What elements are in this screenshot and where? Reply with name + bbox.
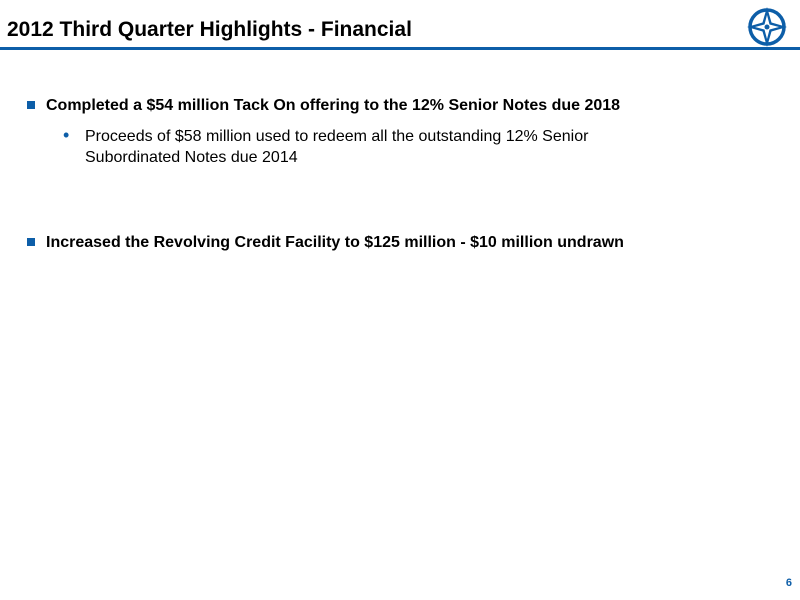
sub-bullet-text: Proceeds of $58 million used to redeem all the outstanding 12% Senior Subordinated Notes due 2014 (85, 128, 589, 166)
bullet-item (27, 96, 620, 115)
compass-star-icon (746, 6, 788, 48)
square-bullet-icon (27, 101, 35, 109)
slide-title: 2012 Third Quarter Highlights - Financial (7, 18, 412, 41)
title-divider (0, 47, 800, 50)
sub-bullet-item (63, 126, 685, 168)
bullet-item (27, 233, 624, 252)
bullet-text: Increased the Revolving Credit Facility to $125 million - $10 million undrawn (46, 234, 624, 251)
square-bullet-icon (27, 238, 35, 246)
bullet-text: Completed a $54 million Tack On offering to the 12% Senior Notes due 2018 (46, 97, 621, 114)
page-number: 6 (785, 577, 792, 589)
dot-bullet-icon: • (63, 125, 70, 145)
